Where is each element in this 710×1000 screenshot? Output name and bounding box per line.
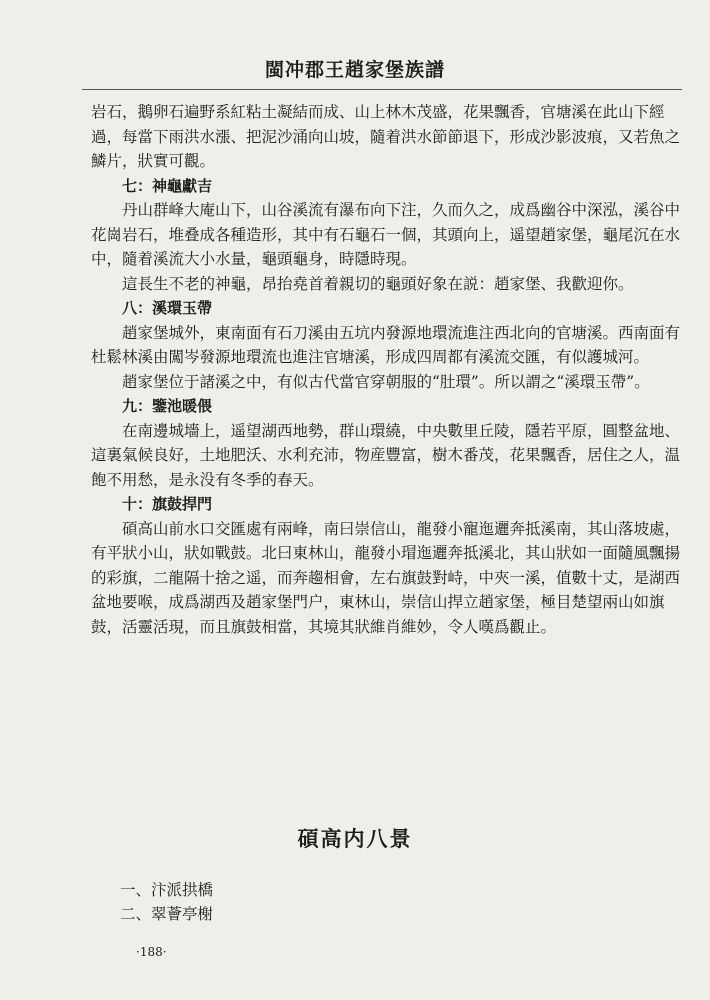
paragraph: 趙家堡城外，東南面有石刀溪由五坑内發源地環流進注西北向的官塘溪。西南面有杜鬆林溪由闖岑發源地環流也進注官塘溪，形成四周都有溪流交匯，有似護城河。 — [91, 323, 681, 366]
paragraph: 在南邊城墻上，遥望湖西地勢，群山環繞，中央數里丘陵，隱若平原，圓整盆地、這裏氣候良好，土地肥沃、水利充沛，物産豐富，樹木番茂，花果飄香，居住之人，温飽不用愁，是永没有冬季的春天。 — [91, 421, 681, 489]
paragraph: 碩高山前水口交匯處有兩峰，南曰崇信山，龍發小寵迤邐奔抵溪南，其山落坡處，有平狀小山，狀如戰鼓。北曰東林山，龍發小瑁迤邐奔抵溪北，其山狀如一面隨風飄揚的彩旗，二龍隔十捨之遥，而奔趨相會，左右旗鼓對峙，中夾一溪，值數十丈，是湖西盆地要喉，成爲湖西及趙家堡門户，東林山，崇信山捍立趙家堡，極目楚望兩山如旗鼓，活靈活現，而且旗鼓相當，其境其狀維肖維妙，令人嘆爲觀止。 — [91, 519, 681, 636]
section-heading: 十：旗鼓捍門 — [122, 495, 213, 513]
section-heading: 八：溪環玉帶 — [122, 299, 213, 317]
page-number: ·188· — [136, 945, 167, 959]
paragraph: 丹山群峰大庵山下，山谷溪流有瀑布向下注，久而久之，成爲幽谷中深泓，溪谷中花崗岩石，堆叠成各種造形，其中有石龜石一個，其頭向上，遥望趙家堡，龜尾沉在水中，隨着溪流大小水量，龜頭龜身，時隱時現。 — [91, 201, 681, 268]
paragraph: 這長生不老的神龜，昂抬堯首着親切的龜頭好象在説：趙家堡、我歡迎你。 — [122, 274, 634, 293]
header-rule — [82, 89, 682, 90]
list-item: 一、汴派拱橋 — [120, 881, 214, 899]
scene-list — [120, 878, 213, 926]
list-item: 二、翠薈亭榭 — [120, 905, 214, 923]
section-title: 碩高内八景 — [297, 826, 413, 851]
section-heading: 九：鑒池暖偎 — [122, 397, 213, 415]
paragraph: 趙家堡位于諸溪之中，有似古代當官穿朝服的“肚環”。所以謂之“溪環玉帶”。 — [122, 372, 650, 391]
section-heading: 七：神龜獻吉 — [122, 176, 213, 195]
body-text — [91, 100, 691, 639]
running-head: 閩冲郡王趙家堡族譜 — [264, 59, 445, 81]
paragraph: 岩石，鵝卵石遍野系紅粘土凝結而成、山上林木茂盛，花果飄香，官塘溪在此山下經過，每當下雨洪水漲、把泥沙涌向山坡，隨着洪水節節退下，形成沙影波痕，又若魚之鱗片，狀實可觀。 — [91, 103, 681, 170]
